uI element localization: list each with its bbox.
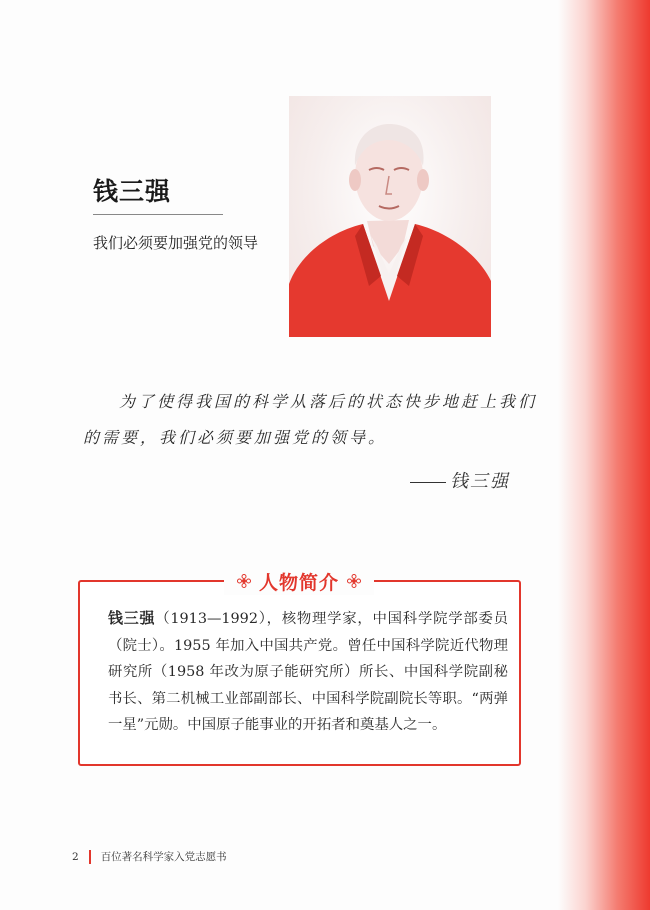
bio-body: （1913—1992），核物理学家，中国科学院学部委员（院士）。1955 年加入中国共产党。曾任中国科学院近代物理研究所（1958 年改为原子能研究所）所长、中国科学院副秘书长、第二机械工业部副部长、中国科学院副院长等职。“两弹一星”元勋。中国原子能事业的开拓者和奠基人之一。 [108, 611, 508, 733]
footer-divider [89, 850, 91, 864]
quote-text: 为了使得我国的科学从落后的状态快步地赶上我们的需要，我们必须要加强党的领导。 [83, 392, 538, 447]
book-title: 百位著名科学家入党志愿书 [100, 851, 227, 863]
page-number: 2 [72, 850, 79, 863]
side-decorative-band [558, 0, 650, 910]
handwritten-signature: 钱三强 [450, 471, 510, 492]
chapter-subtitle: 我们必须要加强党的领导 [93, 234, 259, 252]
flower-ornament-icon [347, 574, 361, 588]
portrait-photo [289, 96, 491, 337]
flower-ornament-icon [237, 574, 251, 588]
bio-header [224, 567, 374, 595]
person-name-title: 钱三强 [93, 177, 172, 206]
title-divider [93, 214, 223, 215]
bio-header-label: 人物简介 [258, 571, 339, 594]
bio-text [108, 605, 508, 739]
page-footer [72, 849, 227, 864]
signature-dash [410, 482, 446, 483]
portrait-illustration [289, 96, 491, 337]
bio-name: 钱三强 [108, 609, 156, 627]
